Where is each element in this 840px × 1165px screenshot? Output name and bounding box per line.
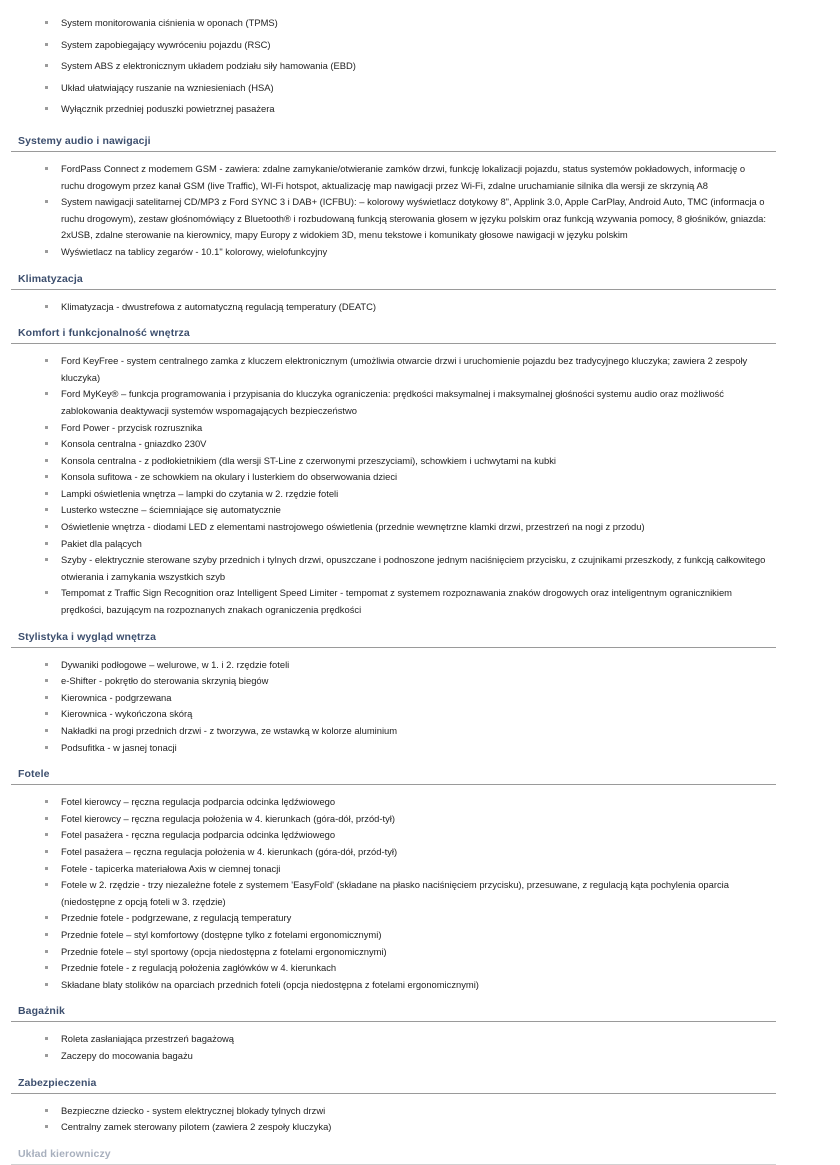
feature-list: [0, 290, 840, 323]
list-item: [0, 37, 840, 54]
list-item: [0, 827, 840, 844]
bullet-square-icon: [45, 950, 48, 953]
list-item: [0, 194, 840, 244]
bullet-square-icon: [45, 43, 48, 46]
list-item: [0, 519, 840, 536]
list-item: [0, 436, 840, 453]
list-item-text: Składane blaty stolików na oparciach przednich foteli (opcja niedostępna z fotelami ergonomicznymi): [61, 978, 479, 990]
list-item-text: Nakładki na progi przednich drzwi - z tworzywa, ze wstawką w kolorze aluminium: [61, 725, 398, 736]
feature-list: [0, 785, 840, 1000]
list-item-text: Przednie fotele – styl sportowy (opcja niedostępna z fotelami ergonomicznymi): [61, 945, 387, 957]
section-header: Fotele: [18, 768, 50, 781]
list-item: [0, 101, 840, 118]
list-item: [0, 353, 840, 386]
list-item: [0, 469, 840, 486]
list-item: [0, 740, 840, 757]
list-item: [0, 927, 840, 944]
list-item-text: Tempomat z Traffic Sign Recognition oraz Intelligent Speed Limiter - tempomat z systemem rozpoznawania znaków drogowych oraz inteligentnym ogranicznikiem prędkości, bazującym na rozpoznanych znakach ograniczenia prędkości: [61, 587, 732, 616]
feature-list: [0, 344, 840, 626]
section-header: Klimatyzacja: [18, 272, 83, 285]
list-item: [0, 1048, 840, 1065]
bullet-square-icon: [45, 167, 48, 170]
list-item-text: Przednie fotele - podgrzewane, z regulacją temperatury: [61, 912, 292, 924]
list-item-text: Podsufitka - w jasnej tonacji: [61, 741, 177, 753]
sections-container: [0, 6, 840, 1165]
list-item-text: System zapobiegający wywróceniu pojazdu (RSC): [61, 38, 271, 50]
list-item-text: Wyświetlacz na tablicy zegarów - 10.1" kolorowy, wielofunkcyjny: [61, 245, 328, 257]
list-item: [0, 453, 840, 470]
list-item-text: Kierownica - podgrzewana: [61, 691, 172, 703]
list-item-text: Fotel pasażera - ręczna regulacja podparcia odcinka lędźwiowego: [61, 829, 336, 841]
bullet-square-icon: [45, 983, 48, 986]
list-item: [0, 386, 840, 419]
section-header: Bagażnik: [18, 1005, 65, 1018]
bullet-square-icon: [45, 86, 48, 89]
list-item: [0, 977, 840, 994]
section-zabezpieczenia: [0, 1077, 840, 1143]
list-item: [0, 811, 840, 828]
list-item: [0, 657, 840, 674]
list-item: [0, 794, 840, 811]
list-item-text: e-Shifter - pokrętło do sterowania skrzynią biegów: [61, 675, 269, 687]
bullet-square-icon: [45, 107, 48, 110]
bullet-square-icon: [45, 475, 48, 478]
list-item-text: Zaczepy do mocowania bagażu: [61, 1049, 193, 1061]
section-stylistyka-i-wyglad-wnetrza: [0, 631, 840, 764]
list-item-text: Ford MyKey® – funkcja programowania i przypisania do kluczyka ograniczenia: prędkości maksymalnej i maksymalnej głośności systemu audio oraz możliwość zablokowania deaktywacji systemów wspomagających bezpieczeństwo: [61, 388, 724, 416]
list-item: [0, 486, 840, 503]
bullet-square-icon: [45, 1109, 48, 1112]
section-systemy-audio-i-nawigacji: [0, 135, 840, 268]
bullet-square-icon: [45, 591, 48, 594]
list-item-text: Konsola sufitowa - ze schowkiem na okulary i lusterkiem do obserwowania dzieci: [61, 471, 398, 483]
list-item-text: Ford KeyFree - system centralnego zamka z kluczem elektronicznym (umożliwia otwarcie drzwi i uruchomienie pojazdu bez tradycyjnego kluczyka; zawiera 2 zespoły kluczyka): [61, 355, 748, 383]
bullet-square-icon: [45, 200, 48, 203]
bullet-square-icon: [45, 729, 48, 732]
list-item-text: Pakiet dla palących: [61, 537, 142, 549]
section-header: Stylistyka i wygląd wnętrza: [18, 630, 157, 643]
section-bezpieczenstwo-czesciowa: [0, 6, 840, 130]
section-komfort-i-funkcjonalnosc-wnetrza: [0, 327, 840, 626]
bullet-square-icon: [45, 966, 48, 969]
bullet-square-icon: [45, 1037, 48, 1040]
list-item-text: Przednie fotele – styl komfortowy (dostępne tylko z fotelami ergonomicznymi): [61, 928, 382, 940]
list-item: [0, 690, 840, 707]
bullet-square-icon: [45, 442, 48, 445]
list-item: [0, 723, 840, 740]
list-item-text: Ford Power - przycisk rozrusznika: [61, 421, 203, 433]
list-item-text: Fotel kierowcy – ręczna regulacja podparcia odcinka lędźwiowego: [61, 796, 336, 808]
list-item-text: Oświetlenie wnętrza - diodami LED z elementami nastrojowego oświetlenia (przednie wewnętrzne klamki drzwi, przestrzeń na nogi z przodu): [61, 521, 645, 533]
feature-list: [0, 152, 840, 268]
bullet-square-icon: [45, 250, 48, 253]
list-item: [0, 502, 840, 519]
section-header: Zabezpieczenia: [18, 1076, 97, 1089]
bullet-square-icon: [45, 542, 48, 545]
list-item: [0, 1119, 840, 1136]
list-item-text: Roleta zasłaniająca przestrzeń bagażową: [61, 1033, 235, 1045]
list-item: [0, 585, 840, 618]
list-item-text: Klimatyzacja - dwustrefowa z automatyczną regulacją temperatury (DEATC): [61, 300, 377, 312]
list-item: [0, 552, 840, 585]
list-item: [0, 844, 840, 861]
bullet-square-icon: [45, 459, 48, 462]
bullet-square-icon: [45, 883, 48, 886]
section-header: Komfort i funkcjonalność wnętrza: [18, 327, 190, 340]
list-item-text: System nawigacji satelitarnej CD/MP3 z Ford SYNC 3 i DAB+ (ICFBU): – kolorowy wyświetlacz dotykowy 8", Applink 3.0, Apple CarPlay, Android Auto, TMC (informacja o ruchu drogowym), zestaw głośnomówiący z Bluetooth® i rozbudowaną funkcją sterowania głosem w języku polskim oraz funkcją wzywania pomocy, 8 głośników, gniazda: 2xUSB, zdalne sterowanie na kierownicy, mapy Europy z widokiem 3D, menu tekstowe i komunikaty głosowe nawigacji w języku polskim: [61, 196, 766, 241]
list-item: [0, 861, 840, 878]
list-item: [0, 960, 840, 977]
list-item-text: Bezpieczne dziecko - system elektrycznej blokady tylnych drzwi: [61, 1104, 326, 1116]
section-header: Układ kierowniczy: [18, 1147, 111, 1160]
list-item-text: Przednie fotele - z regulacją położenia zagłówków w 4. kierunkach: [61, 962, 337, 974]
bullet-square-icon: [45, 867, 48, 870]
list-item: [0, 420, 840, 437]
bullet-square-icon: [45, 712, 48, 715]
list-item: [0, 58, 840, 75]
list-item: [0, 877, 840, 910]
list-item-text: Centralny zamek sterowany pilotem (zawiera 2 zespoły kluczyka): [61, 1121, 332, 1133]
list-item: [0, 15, 840, 32]
list-item-text: Lampki oświetlenia wnętrza – lampki do czytania w 2. rzędzie foteli: [61, 487, 339, 499]
section-bagaznik: [0, 1005, 840, 1071]
bullet-square-icon: [45, 525, 48, 528]
bullet-square-icon: [45, 64, 48, 67]
bullet-square-icon: [45, 663, 48, 666]
list-item-text: System monitorowania ciśnienia w oponach (TPMS): [61, 17, 278, 28]
list-item: [0, 706, 840, 723]
list-item: [0, 244, 840, 261]
bullet-square-icon: [45, 916, 48, 919]
bullet-square-icon: [45, 492, 48, 495]
list-item-text: Wyłącznik przedniej poduszki powietrznej pasażera: [61, 103, 275, 115]
list-item-text: Układ ułatwiający ruszanie na wzniesieniach (HSA): [61, 81, 274, 93]
list-item-text: Szyby - elektrycznie sterowane szyby przednich i tylnych drzwi, opuszczane i podnoszone jednym naciśnięciem przycisku, z czujnikami przeszkody, z funkcją całkowitego otwierania i zamykania wszystkich szyb: [61, 554, 766, 582]
list-item: [0, 161, 840, 194]
list-item-text: Fotele w 2. rzędzie - trzy niezależne fotele z systemem 'EasyFold' (składane na płasko naciśnięciem przycisku), przesuwane, z regulacją kąta pochylenia oparcia (niedostępne z opcją foteli w 3. rzędzie): [61, 879, 729, 907]
bullet-square-icon: [45, 679, 48, 682]
list-item: [0, 80, 840, 97]
bullet-square-icon: [45, 426, 48, 429]
feature-list: [0, 1022, 840, 1071]
section-uklad-kierowniczy: [0, 1148, 840, 1165]
list-item: [0, 536, 840, 553]
list-item: [0, 944, 840, 961]
bullet-square-icon: [45, 359, 48, 362]
bullet-square-icon: [45, 392, 48, 395]
bullet-square-icon: [45, 817, 48, 820]
bullet-square-icon: [45, 1054, 48, 1057]
section-header: Systemy audio i nawigacji: [18, 134, 151, 147]
list-item-text: FordPass Connect z modemem GSM - zawiera: zdalne zamykanie/otwieranie zamków drzwi, funkcję lokalizacji pojazdu, status systemów pokładowych, informację o ruchu drogowym przez kanał GSM (live Traffic), WI-Fi hotspot, aktualizację map nawigacji przez Wi-Fi, zdalne uruchamianie silnika dla wersji ze skrzynią A8: [61, 162, 746, 191]
list-item: [0, 299, 840, 316]
list-item-text: Fotele - tapicerka materiałowa Axis w ciemnej tonacji: [61, 862, 281, 874]
feature-list: [0, 648, 840, 764]
list-item-text: Konsola centralna - z podłokietnikiem (dla wersji ST-Line z czerwonymi przeszyciami), schowkiem i uchwytami na kubki: [61, 454, 556, 466]
feature-list: [0, 1094, 840, 1143]
bullet-square-icon: [45, 305, 48, 308]
list-item: [0, 910, 840, 927]
bullet-square-icon: [45, 508, 48, 511]
list-item-text: System ABS z elektronicznym układem podziału siły hamowania (EBD): [61, 60, 356, 72]
bullet-square-icon: [45, 833, 48, 836]
bullet-square-icon: [45, 1125, 48, 1128]
list-item: [0, 1031, 840, 1048]
bullet-square-icon: [45, 558, 48, 561]
bullet-square-icon: [45, 850, 48, 853]
section-fotele: [0, 768, 840, 1000]
list-item-text: Konsola centralna - gniazdko 230V: [61, 438, 207, 450]
bullet-square-icon: [45, 21, 48, 24]
bullet-square-icon: [45, 746, 48, 749]
bullet-square-icon: [45, 696, 48, 699]
feature-list: [0, 6, 840, 130]
list-item: [0, 1103, 840, 1120]
bullet-square-icon: [45, 800, 48, 803]
list-item-text: Fotel pasażera – ręczna regulacja położenia w 4. kierunkach (góra-dół, przód-tył): [61, 845, 398, 857]
list-item-text: Dywaniki podłogowe – welurowe, w 1. i 2. rzędzie foteli: [61, 658, 290, 670]
list-item-text: Lusterko wsteczne – ściemniające się automatycznie: [61, 504, 281, 516]
section-klimatyzacja: [0, 273, 840, 323]
list-item-text: Fotel kierowcy – ręczna regulacja położenia w 4. kierunkach (góra-dół, przód-tył): [61, 812, 396, 824]
list-item: [0, 673, 840, 690]
list-item-text: Kierownica - wykończona skórą: [61, 708, 193, 720]
bullet-square-icon: [45, 933, 48, 936]
